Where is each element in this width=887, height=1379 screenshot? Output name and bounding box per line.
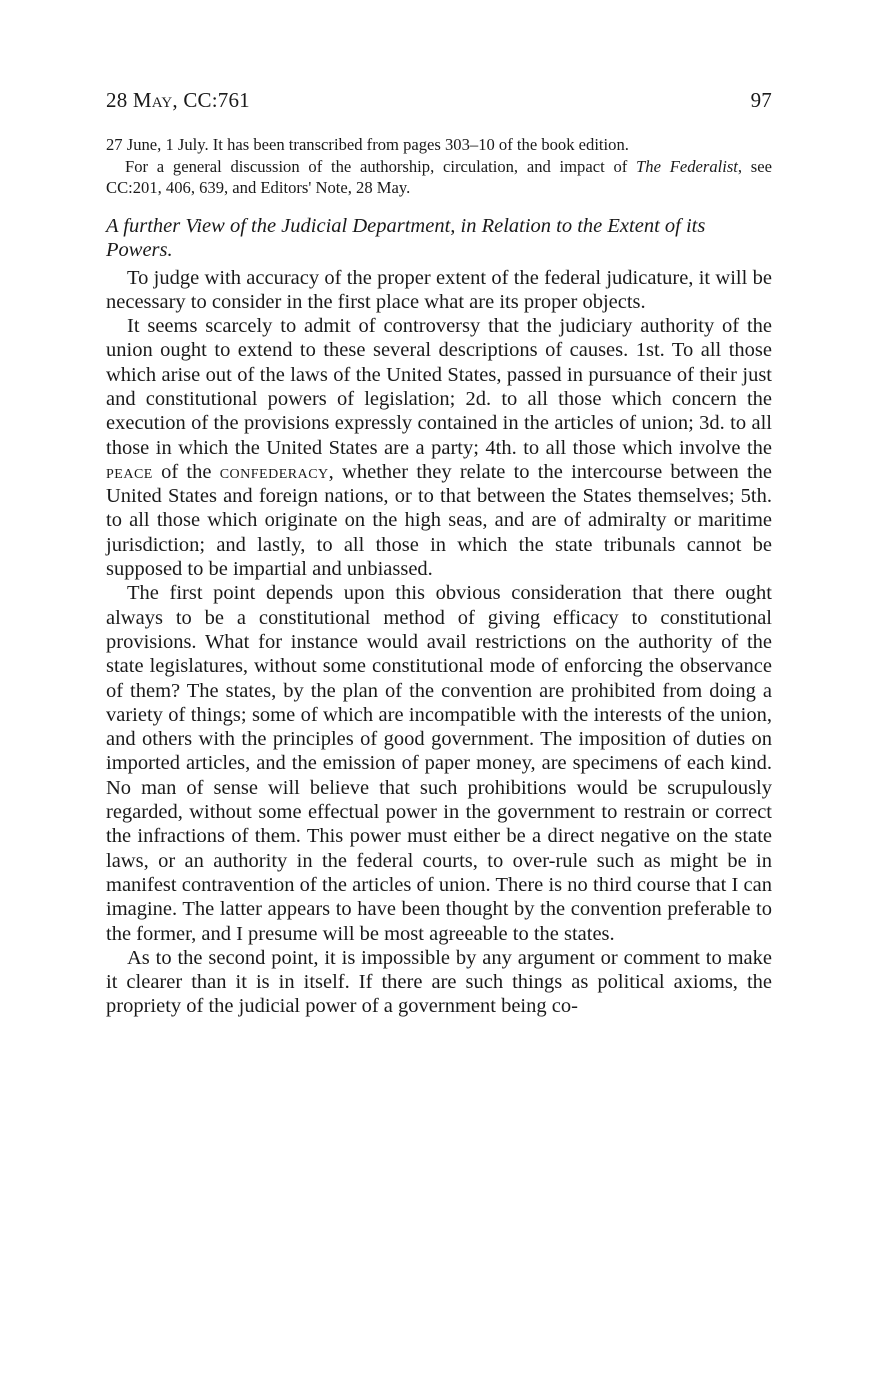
document-page [106,80,772,1019]
running-head-left [106,88,250,113]
running-head [106,80,772,114]
editorial-note-1: 27 June, 1 July. It has been transcribed from pages 303–10 of the book edition. [106,135,629,154]
note2-italic-title: The Federalist [636,156,738,176]
paragraph-2-peace: peace [106,460,153,483]
running-head-ref: , CC:761 [172,88,250,112]
paragraph-2-part-c: , whether they relate to the intercourse between the United States and foreign nations, or to that between the States themselves; 5th. to all those which originate on the high seas, and are of admiralty or maritime jurisdiction; and lastly, to all those in which the state tribunals cannot be supposed to be impartial and unbiassed. [106,460,772,581]
paragraph-2-confederacy: confederacy [219,460,329,483]
paragraph-3: The first point depends upon this obvious consideration that there ought always to be a constitutional method of giving efficacy to constitutional provisions. What for instance would avail restrictions on the authority of the state legislatures, without some constitutional mode of enforcing the observance of them? The states, by the plan of the convention are prohibited from doing a variety of things; some of which are incompatible with the interests of the union, and others with the principles of good government. The imposition of duties on imported articles, and the emission of paper money, are specimens of each kind. No man of sense will believe that such prohibitions would be scrupulously regarded, without some effectual power in the government to restrain or correct the infractions of them. This power must either be a direct negative on the state laws, or an authority in the federal courts, to over-rule such as might be in manifest contravention of the articles of union. There is no third course that I can imagine. The latter appears to have been thought by the convention preferable to the former, and I presume will be most agreeable to the states. [106,582,772,945]
paragraph-2-part-a: It seems scarcely to admit of controversy that the judiciary authority of the union ought to extend to these several descriptions of causes. 1st. To all those which arise out of the laws of the United States, passed in pursuance of their just and constitutional powers of legislation; 2d. to all those which concern the execution of the provisions expressly contained in the articles of union; 3d. to all those in which the United States are a party; 4th. to all those which involve the [106,315,772,459]
paragraph-2 [106,314,772,581]
page-number: 97 [750,88,772,112]
note2-text-pre: For a general discussion of the authorship, circulation, and impact of [125,156,637,176]
paragraph-4: As to the second point, it is impossible by any argument or comment to make it clearer than it is in itself. If there are such things as political axioms, the propriety of the judicial power of a government being co- [106,946,772,1018]
editorial-note-2 [106,156,772,199]
article-title: A further View of the Judicial Department, in Relation to the Extent of its Powers. [106,214,706,261]
note2-text-post: , see CC:201, 406, 639, and Editors' Note, 28 May. [106,156,772,197]
paragraph-1: To judge with accuracy of the proper extent of the federal judicature, it will be necessary to consider in the first place what are its proper objects. [106,266,772,313]
running-head-month: May [132,88,173,112]
paragraph-2-part-b: of the [152,460,220,483]
running-head-date: 28 [106,88,133,112]
